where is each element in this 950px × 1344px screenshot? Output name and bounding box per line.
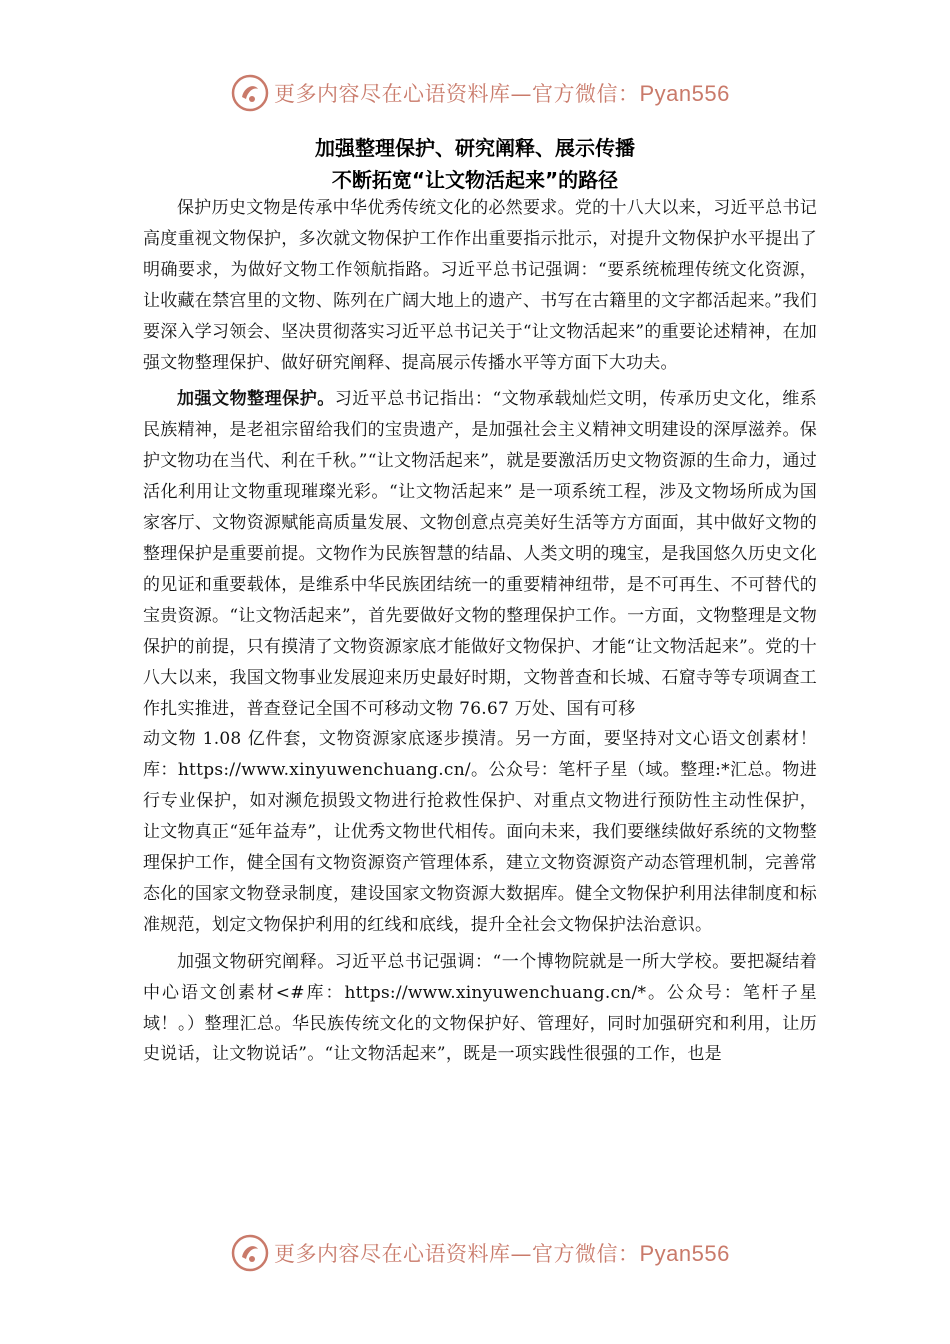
paragraph-lead-heading: 加强文物整理保护。: [177, 389, 335, 410]
brand-logo-icon: [230, 1233, 270, 1273]
paragraph-intro: 保护历史文物是传承中华优秀传统文化的必然要求。党的十八大以来，习近平总书记高度重视文物保护，多次就文物保护工作作出重要指示批示，对提升文物保护水平提出了明确要求，为做好文物工作领航指路。习近平总书记强调：“要系统梳理传统文化资源，让收藏在禁宫里的文物、陈列在广阔大地上的遗产、书写在古籍里的文字都活起来。”我们要深入学习领会、坚决贯彻落实习近平总书记关于“让文物活起来”的重要论述精神，在加强文物整理保护、做好研究阐释、提高展示传播水平等方面下大功夫。: [143, 198, 817, 373]
paragraph-continuation: 动文物 1.08 亿件套，文物资源家底逐步摸清。另一方面，要坚持对文心语文创素材！库：https://www.xinyuwenchuang.cn/。公众号：笔杆子星（域。整理:*汇总。物进行专业保护，如对濒危损毁文物进行抢救性保护、对重点文物进行预防性主动性保护， 让文物真正“延年益寿”，让优秀文物世代相传。面向未来，我们要继续做好系统的文物整理保护工作，健全国有文物资源资产管理体系，建立文物资源资产动态管理机制，完善常态化的国家文物登录制度，建设国家文物资源大数据库。健全文物保护利用法律制度和标准规范，划定文物保护利用的红线和底线，提升全社会文物保护法治意识。: [143, 729, 817, 935]
document-body: [143, 193, 817, 1070]
watermark-group: [230, 1232, 730, 1274]
brand-logo-icon: [230, 73, 270, 113]
header-watermark-banner: [0, 68, 950, 118]
paragraph-preservation-text: 习近平总书记指出：“文物承载灿烂文明，传承历史文化，维系民族精神，是老祖宗留给我们的宝贵遗产，是加强社会主义精神文明建设的深厚滋养。保护文物功在当代、利在千秋。”“让文物活起来”，就是要激活历史文物资源的生命力，通过活化利用让文物重现璀璨光彩。“让文物活起来” 是一项系统工程，涉及文物场所成为国家客厅、文物资源赋能高质量发展、文物创意点亮美好生活等方方面面，其中做好文物的整理保护是重要前提。文物作为民族智慧的结晶、人类文明的瑰宝，是我国悠久历史文化的见证和重要载体，是维系中华民族团结统一的重要精神纽带，是不可再生、不可替代的宝贵资源。“让文物活起来”，首先要做好文物的整理保护工作。一方面，文物整理是文物保护的前提，只有摸清了文物资源家底才能做好文物保护、才能“让文物活起来”。党的十八大以来，我国文物事业发展迎来历史最好时期，文物普查和长城、石窟寺等专项调查工作扎实推进，普查登记全国不可移动文物 76.67 万处、国有可移: [143, 389, 817, 719]
footer-watermark-banner: [0, 1228, 950, 1278]
watermark-text: 更多内容尽在心语资料库—官方微信：Pyan556: [274, 1241, 730, 1266]
document-title-line-1: 加强整理保护、研究阐释、展示传播: [315, 136, 635, 160]
paragraph-preservation: [143, 384, 817, 724]
document-title-line-2: 不断拓宽“让文物活起来”的路径: [331, 168, 619, 192]
watermark-text: 更多内容尽在心语资料库—官方微信：Pyan556: [274, 81, 730, 106]
paragraph-research: 加强文物研究阐释。习近平总书记强调：“一个博物院就是一所大学校。要把凝结着中心语文创素材<#库：https://www.xinyuwenchuang.cn/*。公众号：笔杆子星域！。）整理汇总。华民族传统文化的文物保护好、管理好，同时加强研究和利用，让历史说话，让文物说话”。“让文物活起来”，既是一项实践性很强的工作，也是: [143, 951, 817, 1065]
watermark-group: [230, 72, 730, 114]
